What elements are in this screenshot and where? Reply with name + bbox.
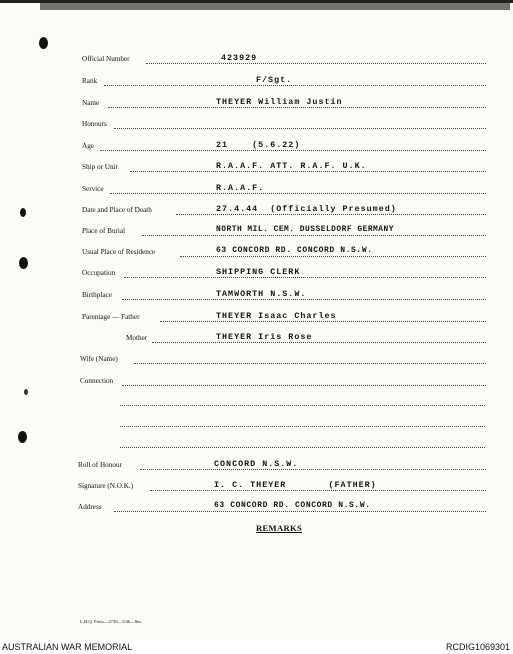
punch-hole — [18, 431, 27, 443]
occupation-label: Occupation — [82, 269, 116, 277]
birthplace-value: TAMWORTH N.S.W. — [216, 289, 307, 299]
connection-label: Connection — [80, 377, 114, 385]
scan-edge-strip — [40, 3, 510, 10]
honours-label: Honours — [82, 120, 107, 128]
printer-note: L.H.Q. Press—2730—5/46—8m. — [80, 619, 142, 624]
archive-caption: AUSTRALIAN WAR MEMORIAL — [2, 642, 133, 652]
dotted-line — [122, 385, 486, 386]
father-value: THEYER Isaac Charles — [216, 311, 337, 321]
signature-value: I. C. THEYER (FATHER) — [214, 480, 377, 490]
blank-line — [120, 405, 485, 406]
dotted-line — [100, 150, 486, 151]
residence-label: Usual Place of Residence — [82, 248, 156, 256]
dotted-line — [122, 299, 486, 300]
punch-hole — [39, 37, 48, 49]
dotted-line — [114, 128, 486, 129]
burial-value: NORTH MIL. CEM. DUSSELDORF GERMANY — [216, 225, 394, 234]
official-number-value: 423929 — [221, 53, 258, 63]
dotted-line — [114, 511, 486, 512]
dotted-line — [108, 107, 486, 108]
residence-value: 63 CONCORD RD. CONCORD N.S.W. — [216, 246, 373, 255]
dotted-line — [110, 193, 486, 194]
birthplace-label: Birthplace — [82, 291, 112, 299]
punch-hole — [19, 257, 28, 269]
death-value: 27.4.44 (Officially Presumed) — [216, 204, 397, 214]
address-value: 63 CONCORD RD. CONCORD N.S.W. — [214, 501, 371, 510]
address-label: Address — [78, 503, 102, 511]
dotted-line — [124, 277, 486, 278]
dotted-line — [150, 490, 486, 491]
burial-label: Place of Burial — [82, 227, 126, 235]
signature-label: Signature (N.O.K.) — [78, 482, 134, 490]
dotted-line — [152, 342, 486, 343]
dotted-line — [176, 214, 486, 215]
punch-hole — [20, 208, 26, 217]
roll-of-honour-label: Roll of Honour — [78, 461, 122, 469]
blank-line — [120, 426, 485, 427]
dotted-line — [104, 85, 486, 86]
rank-label: Rank — [82, 77, 98, 85]
official-number-label: Official Number — [82, 55, 130, 63]
ship-or-unit-value: R.A.A.F. ATT. R.A.F. U.K. — [216, 161, 367, 171]
mother-label: Mother — [126, 334, 148, 342]
dotted-line — [160, 321, 486, 322]
record-id: RCDIG1069301 — [445, 642, 510, 652]
occupation-value: SHIPPING CLERK — [216, 267, 301, 277]
rank-value: F/Sgt. — [256, 75, 293, 85]
father-label: Parentage — Father — [82, 313, 140, 321]
dotted-line — [146, 63, 486, 64]
age-label: Age — [82, 142, 94, 150]
name-value: THEYER William Justin — [216, 97, 343, 107]
dotted-line — [130, 171, 486, 172]
age-value: 21 (5.6.22) — [216, 140, 301, 150]
dotted-line — [142, 235, 486, 236]
roll-of-honour-value: CONCORD N.S.W. — [214, 459, 299, 469]
punch-hole — [24, 389, 28, 395]
dotted-line — [180, 256, 486, 257]
blank-line — [120, 447, 485, 448]
dotted-line — [134, 363, 486, 364]
wife-label: Wife (Name) — [80, 355, 118, 363]
dotted-line — [140, 469, 486, 470]
remarks-heading: REMARKS — [256, 523, 303, 533]
service-value: R.A.A.F. — [216, 183, 265, 193]
name-label: Name — [82, 99, 100, 107]
death-label: Date and Place of Death — [82, 206, 152, 214]
mother-value: THEYER Iris Rose — [216, 332, 313, 342]
ship-or-unit-label: Ship or Unit — [82, 163, 118, 171]
service-label: Service — [82, 185, 104, 193]
